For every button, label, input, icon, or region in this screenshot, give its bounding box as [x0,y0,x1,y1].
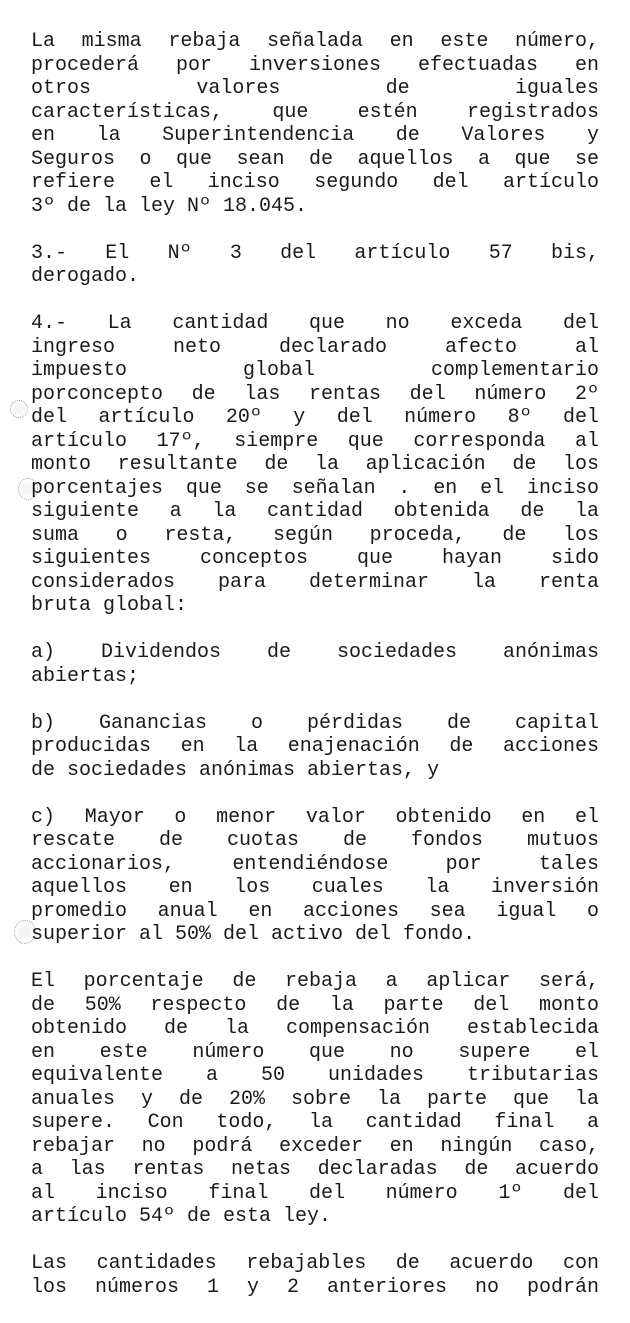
text-line: Seguros o que sean de aquellos a que se [31,147,599,171]
text-line: al inciso final del número 1º del [31,1181,599,1205]
text-line: derogado. [31,265,140,288]
text-line: 3.- El Nº 3 del artículo 57 bis, [31,241,599,265]
text-line: en este número que no supere el [31,1040,599,1064]
text-line: promedio anual en acciones sea igual o [31,899,599,923]
text-line: del artículo 20º y del número 8º del [31,406,599,429]
text-line: bruta global: [31,594,188,617]
text-line: obtenido de la compensación establecida [31,1017,599,1040]
text-line: monto resultante de la aplicación de los [31,453,599,476]
text-line: artículo 17º, siempre que corresponda al [31,429,599,453]
text-line: producidas en la enajenación de acciones [31,735,599,758]
text-line: b) Ganancias o pérdidas de capital [31,711,599,735]
text-line: 4.- La cantidad que no exceda del [31,312,599,335]
text-line: artículo 54º de esta ley. [31,1205,332,1228]
text-line: siguientes conceptos que hayan sido [31,547,599,570]
text-line: suma o resta, según proceda, de los [31,523,599,547]
paragraph [31,641,599,688]
document-page [31,30,599,1323]
text-line: superior al 50% del activo del fondo. [31,923,476,946]
text-line: de sociedades anónimas abiertas, y [31,758,440,782]
text-line: abiertas; [31,664,140,688]
text-line: procederá por inversiones efectuadas en [31,53,599,77]
text-line: los números 1 y 2 anteriores no podrán [31,1275,599,1299]
text-line: en la Superintendencia de Valores y [31,124,599,147]
punch-hole-mark [10,400,28,418]
text-line: de 50% respecto de la parte del monto [31,993,599,1017]
text-line: aquellos en los cuales la inversión [31,876,599,899]
text-line: anuales y de 20% sobre la parte que la [31,1087,599,1111]
paragraph [31,312,599,618]
text-line: accionarios, entendiéndose por tales [31,852,599,876]
text-line: 3º de la ley Nº 18.045. [31,194,308,218]
text-line: siguiente a la cantidad obtenida de la [31,500,599,523]
text-line: equivalente a 50 unidades tributarias [31,1064,599,1087]
text-line: porcentajes que se señalan . en el inciso [31,476,599,500]
text-line: ingreso neto declarado afecto al [31,335,599,359]
text-line: supere. Con todo, la cantidad final a [31,1111,599,1134]
text-line: rescate de cuotas de fondos mutuos [31,829,599,852]
text-line: rebajar no podrá exceder en ningún caso, [31,1134,599,1158]
text-line: refiere el inciso segundo del artículo [31,171,599,194]
text-line: impuesto global complementario [31,359,599,382]
paragraph [31,30,599,218]
text-line: características, que estén registrados [31,100,599,124]
paragraph [31,970,599,1229]
paragraph [31,242,599,289]
paragraph [31,1252,599,1299]
text-line: porconcepto de las rentas del número 2º [31,382,599,406]
text-line: La misma rebaja señalada en este número, [31,30,599,53]
text-line: Las cantidades rebajables de acuerdo con [31,1252,599,1275]
text-line: considerados para determinar la renta [31,570,599,594]
paragraph [31,806,599,947]
text-line: a) Dividendos de sociedades anónimas [31,641,599,664]
text-line: El porcentaje de rebaja a aplicar será, [31,970,599,993]
text-line: a las rentas netas declaradas de acuerdo [31,1158,599,1181]
text-line: otros valores de iguales [31,77,599,100]
paragraph [31,712,599,783]
text-line: c) Mayor o menor valor obtenido en el [31,805,599,829]
